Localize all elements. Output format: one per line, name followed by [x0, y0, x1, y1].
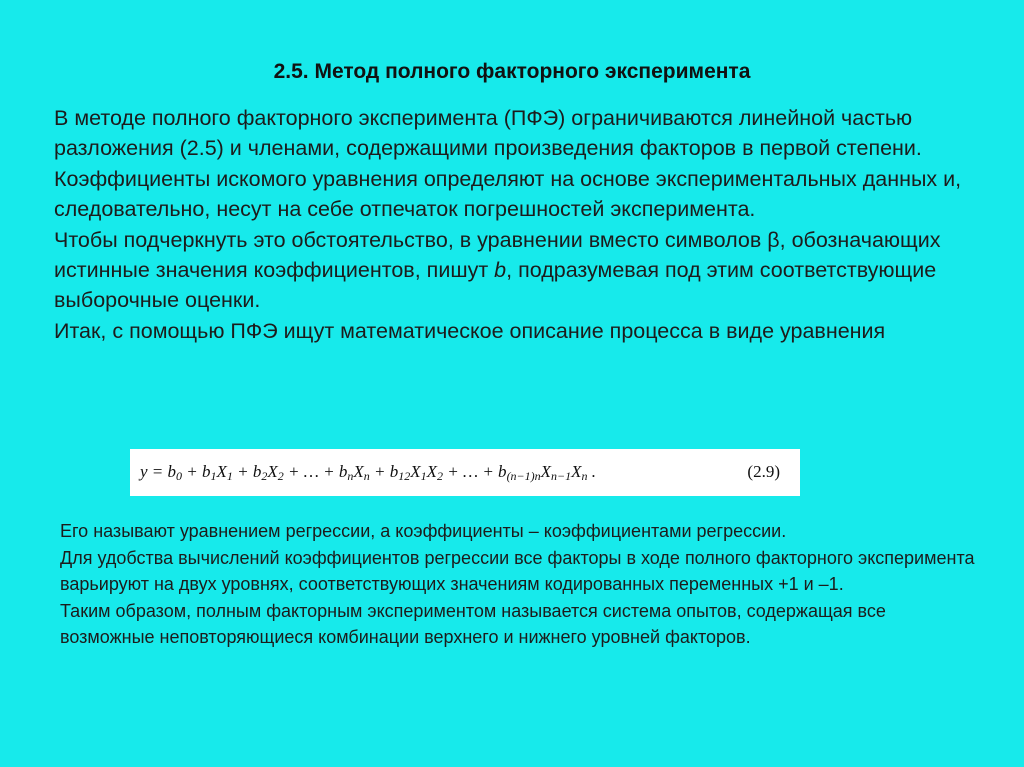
top-text-block: [54, 103, 984, 346]
paragraph-coefficients: Коэффициенты искомого уравнения определяют на основе экспериментальных данных и, следовательно, несут на себе отпечаток погрешностей эксперимента.: [54, 166, 962, 222]
slide-title: 2.5. Метод полного факторного эксперимента: [273, 60, 751, 83]
paragraph-symbols-after: , подразумевая под этим соответствующие выборочные оценки.: [54, 258, 937, 313]
formula-expression: $y = b_0 + b_1X_1 + b_2X_2$ + … + $b_nX_n + b_{12}X_1X_2$ + … + $b_{(n-1)n}X_{n-1}X_n$ .: [140, 462, 597, 483]
paragraph-pfe-definition: В методе полного факторного эксперимента (ПФЭ) ограничиваются линейной частью разложения (2.5) и членами, содержащими произведения факторов в первой степени.: [54, 106, 922, 161]
paragraph-regression-equation: Его называют уравнением регрессии, а коэффициенты – коэффициентами регрессии.: [60, 521, 787, 541]
paragraph-two-levels: Для удобства вычислений коэффициентов регрессии все факторы в ходе полного факторного эксперимента варьируют на двух уровнях, соответствующих значениям кодированных переменных +1 и –1.: [60, 547, 975, 595]
formula-number: (2.9): [747, 462, 780, 481]
bottom-text-block: [60, 518, 980, 651]
symbol-b: b: [494, 258, 507, 283]
paragraph-symbols-before: Чтобы подчеркнуть это обстоятельство, в уравнении вместо символов β, обозначающих истинные значения коэффициентов, пишут: [54, 227, 941, 283]
paragraph-symbols: [54, 225, 984, 316]
paragraph-full-factorial-definition: Таким образом, полным факторным экспериментом называется система опытов, содержащая все возможные неповторяющиеся комбинации верхнего и нижнего уровней факторов.: [60, 600, 886, 648]
regression-formula: [130, 449, 800, 496]
paragraph-equation-intro: Итак, с помощью ПФЭ ищут математическое описание процесса в виде уравнения: [54, 318, 886, 343]
